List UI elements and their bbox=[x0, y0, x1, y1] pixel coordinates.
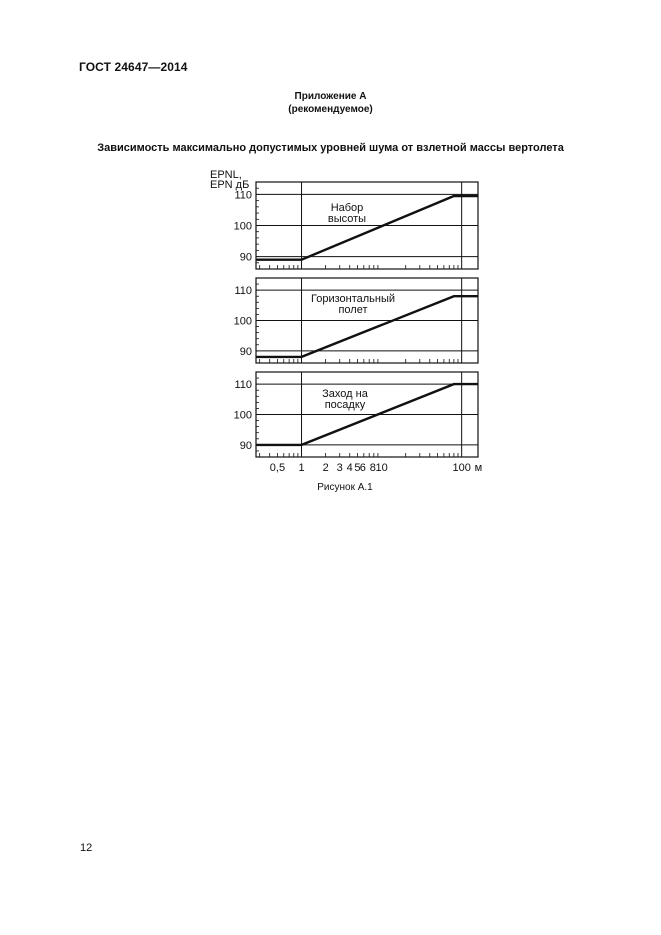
y-axis-label-line: EPN дБ bbox=[210, 179, 250, 191]
series-line-panel-1 bbox=[256, 196, 478, 260]
panel-title-line: посадку bbox=[324, 399, 366, 411]
panel-title-line: Набор bbox=[330, 202, 364, 214]
x-tick-label: 4 bbox=[346, 462, 353, 474]
panel-title-line: полет bbox=[338, 304, 368, 316]
x-tick-label: 10 bbox=[375, 462, 388, 474]
y-tick-label: 90 bbox=[239, 345, 252, 358]
figure-caption: Рисунок А.1 bbox=[317, 482, 373, 493]
x-axis-unit: м bbox=[474, 462, 483, 474]
x-tick-label: 0,5 bbox=[269, 462, 286, 474]
y-tick-label: 100 bbox=[233, 315, 252, 328]
y-tick-label: 90 bbox=[239, 251, 252, 264]
section-heading: Зависимость максимально допустимых уровней шума от взлетной массы вертолета bbox=[97, 142, 564, 154]
page-number: 12 bbox=[80, 842, 93, 854]
document-code: ГОСТ 24647—2014 bbox=[79, 60, 188, 74]
panel-title-line: Горизонтальный bbox=[310, 293, 396, 305]
x-tick-label: 2 bbox=[322, 462, 329, 474]
y-tick-label: 110 bbox=[234, 379, 252, 392]
annex-title: Приложение А bbox=[294, 91, 367, 102]
y-tick-label: 100 bbox=[233, 409, 252, 422]
annex-status: (рекомендуемое) bbox=[288, 104, 373, 115]
panel-title-line: Заход на bbox=[322, 388, 368, 400]
y-axis-label-line: EPNL, bbox=[210, 169, 242, 181]
y-tick-label: 110 bbox=[234, 285, 252, 298]
y-tick-label: 100 bbox=[233, 220, 252, 233]
y-tick-label: 90 bbox=[239, 439, 252, 452]
panel-title-line: высоты bbox=[327, 213, 367, 225]
x-tick-label: 100 bbox=[452, 462, 471, 474]
y-tick-label: 110 bbox=[234, 189, 252, 202]
x-tick-label: 3 bbox=[336, 462, 343, 474]
x-tick-label: 5 bbox=[354, 462, 361, 474]
x-tick-label: 8 bbox=[369, 462, 376, 474]
x-tick-label: 1 bbox=[298, 462, 305, 474]
x-tick-label: 6 bbox=[359, 462, 366, 474]
